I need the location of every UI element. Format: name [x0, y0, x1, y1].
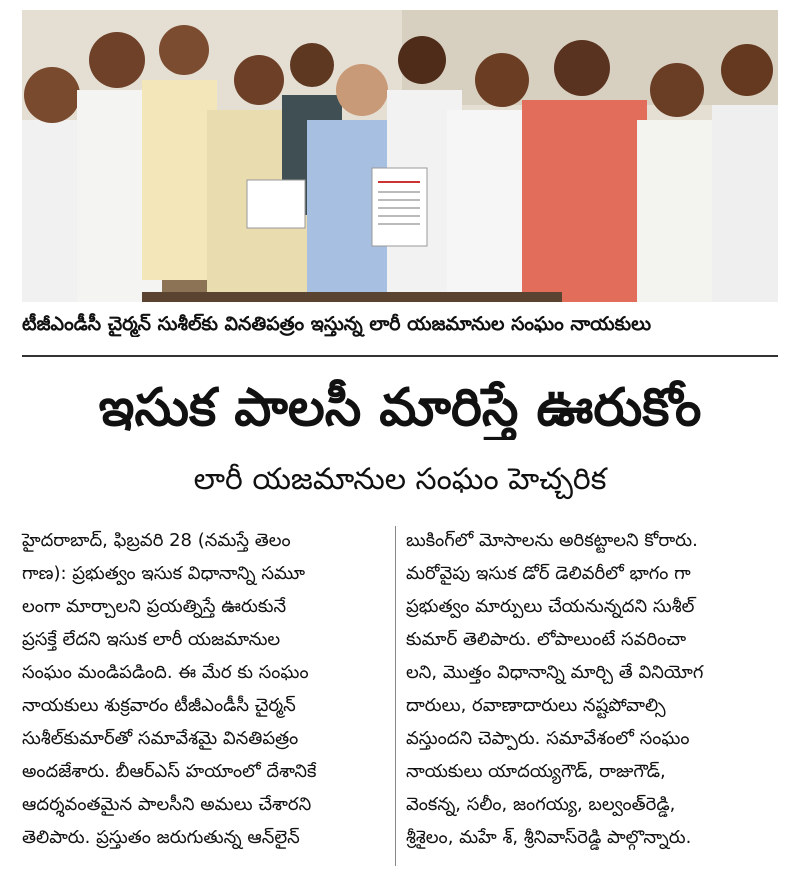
body-line: వస్తుందని చెప్పారు. సమావేశంలో సంఘం	[406, 728, 690, 749]
body-line: నాయకులు శుక్రవారం టీజీఎండీసీ చైర్మన్	[22, 695, 296, 716]
body-line: తెలిపారు. ప్రస్తుతం జరుగుతున్న ఆన్‌లైన్	[22, 827, 300, 848]
memorandum-paper	[372, 168, 427, 246]
body-line: వెంకన్న, సలీం, జంగయ్య, బల్వంత్‌రెడ్డి,	[406, 794, 676, 815]
body-line: సుశీల్‌కుమార్‌తో సమావేశమై వినతిపత్రం	[22, 728, 299, 749]
body-line: శ్రీశైలం, మహే శ్, శ్రీనివాస్‌రెడ్డి పాల్గొన్నారు.	[406, 827, 692, 848]
column-divider	[395, 526, 396, 866]
body-line: కుమార్ తెలిపారు. లోపాలుంటే సవరించా	[406, 629, 687, 650]
memorandum-paper	[247, 180, 305, 228]
body-line: బుకింగ్‌లో మోసాలను అరికట్టాలని కోరారు.	[406, 530, 698, 551]
body-line: ప్రసక్తే లేదని ఇసుక లారీ యజమానుల	[22, 629, 281, 650]
body-line: నాయకులు యాదయ్యగౌడ్, రాజుగౌడ్,	[406, 761, 666, 782]
news-photo	[22, 10, 778, 302]
body-line: ఆదర్శవంతమైన పాలసీని అమలు చేశారని	[22, 794, 312, 815]
body-line: గాణ): ప్రభుత్వం ఇసుక విధానాన్ని సమూ	[22, 563, 306, 584]
article-body-right-column	[406, 524, 778, 854]
subheadline: లారీ యజమానుల సంఘం హెచ్చరిక	[193, 462, 607, 497]
body-line: అందజేశారు. బీఆర్‌ఎస్ హయాంలో దేశానికే	[22, 761, 317, 782]
body-line: దారులు, రవాణాదారులు నష్టపోవాల్సి	[406, 695, 666, 716]
body-line: లని, మొత్తం విధానాన్ని మార్చి తే వినియోగ	[406, 662, 704, 683]
body-line: మరోవైపు ఇసుక డోర్ డెలివరీలో భాగం గా	[406, 563, 691, 584]
article-body-left-column	[22, 524, 394, 854]
group-photo-illustration	[22, 10, 778, 302]
photo-caption: టీజీఎండీసీ చైర్మన్ సుశీల్‌కు వినతిపత్రం ఇస్తున్న లారీ యజమానుల సంఘం నాయకులు	[22, 313, 652, 335]
body-line: హైదరాబాద్, ఫిబ్రవరి 28 (నమస్తే తెలం	[22, 530, 291, 551]
headline: ఇసుక పాలసీ మారిస్తే ఊరుకోం	[98, 378, 702, 438]
body-line: ప్రభుత్వం మార్పులు చేయనున్నదని సుశీల్	[406, 596, 695, 617]
caption-divider	[22, 355, 778, 357]
body-line: సంఘం మండిపడింది. ఈ మేర కు సంఘం	[22, 662, 309, 683]
body-line: లంగా మార్చాలని ప్రయత్నిస్తే ఊరుకునే	[22, 596, 287, 617]
